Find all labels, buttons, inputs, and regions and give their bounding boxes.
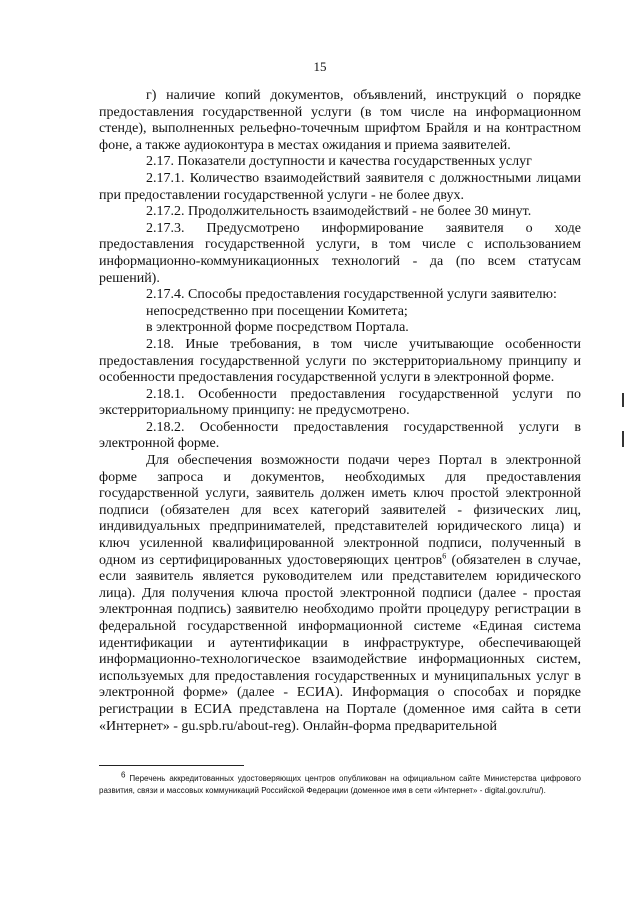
paragraph-2-17-3: 2.17.3. Предусмотрено информирование заявителя о ходе предоставления государственной услуги, в том числе с использованием информационно-коммуникационных технологий - да (по всем статусам решений). <box>99 220 581 286</box>
paragraph-text-part-2: (обязателен в случае, если заявитель является руководителем или представителем юридического лица). Для получения ключа простой электронной подписи (далее - простая электронная подпись) заявителю необходимо пройти процедуру регистрации в федеральной государственной информационной системе «Единая система идентификации и аутентификации в инфраструктуре, обеспечивающей информационно-технологическое взаимодействие информационных систем, используемых для предоставления государственных и муниципальных услуг в электронной форме» (далее - ЕСИА). Информация о способах и порядке регистрации в ЕСИА представлена на Портале (доменное имя сайта в сети «Интернет» - gu.spb.ru/about-reg). Онлайн-форма предварительной <box>99 552 581 734</box>
heading-2-17: 2.17. Показатели доступности и качества государственных услуг <box>146 154 532 170</box>
paragraph-esia-registration <box>99 453 581 735</box>
paragraph-2-18-1: 2.18.1. Особенности предоставления государственной услуги по экстерриториальному принципу: не предусмотрено. <box>99 386 581 419</box>
footnote-marker: 6 <box>121 770 126 780</box>
footnote-text <box>99 770 581 797</box>
footnote-divider <box>99 765 244 766</box>
paragraph-2-18: 2.18. Иные требования, в том числе учитывающие особенности предоставления государственной услуги по экстерриториальному принципу и особенности предоставления государственной услуги в электронной форме. <box>99 336 581 386</box>
paragraph-2-18-2: 2.18.2. Особенности предоставления государственной услуги в электронной форме. <box>99 419 581 452</box>
footnote-body: Перечень аккредитованных удостоверяющих центров опубликован на официальном сайте Министерства цифрового развития, связи и массовых коммуникаций Российской Федерации (доменное имя в сети «Интернет» - digital.gov.ru/ru/). <box>99 774 581 795</box>
footnote-reference: 6 <box>442 550 447 560</box>
footnote <box>99 770 581 797</box>
method-in-person: непосредственно при посещении Комитета; <box>146 303 408 319</box>
scan-edge-mark <box>622 393 624 407</box>
paragraph-2-17-4: 2.17.4. Способы предоставления государственной услуги заявителю: <box>146 287 557 303</box>
document-body <box>99 88 581 735</box>
method-electronic: в электронной форме посредством Портала. <box>146 320 409 336</box>
paragraph-2-17-2: 2.17.2. Продолжительность взаимодействий - не более 30 минут. <box>146 204 532 220</box>
scan-edge-mark <box>622 431 624 447</box>
paragraph-text-part-1: Для обеспечения возможности подачи через Портал в электронной форме запроса и документов, необходимых для предоставления государственной услуги, заявитель должен иметь ключ простой электронной подписи (обязателен для всех категорий заявителей - физических лиц, индивидуальных предпринимателей, представителей юридического лица) и ключ усиленной квалифицированной электронной подписи, полученный в одном из сертифицированных удостоверяющих центров <box>99 453 581 568</box>
paragraph-2-17-1: 2.17.1. Количество взаимодействий заявителя с должностными лицами при предоставлении государственной услуги - не более двух. <box>99 170 581 203</box>
page-number: 15 <box>313 59 327 74</box>
paragraph-braille: г) наличие копий документов, объявлений, инструкций о порядке предоставления государственной услуги (в том числе на информационном стенде), выполненных рельефно-точечным шрифтом Брайля и на контрастном фоне, а также аудиоконтура в местах ожидания и приема заявителей. <box>99 88 581 153</box>
